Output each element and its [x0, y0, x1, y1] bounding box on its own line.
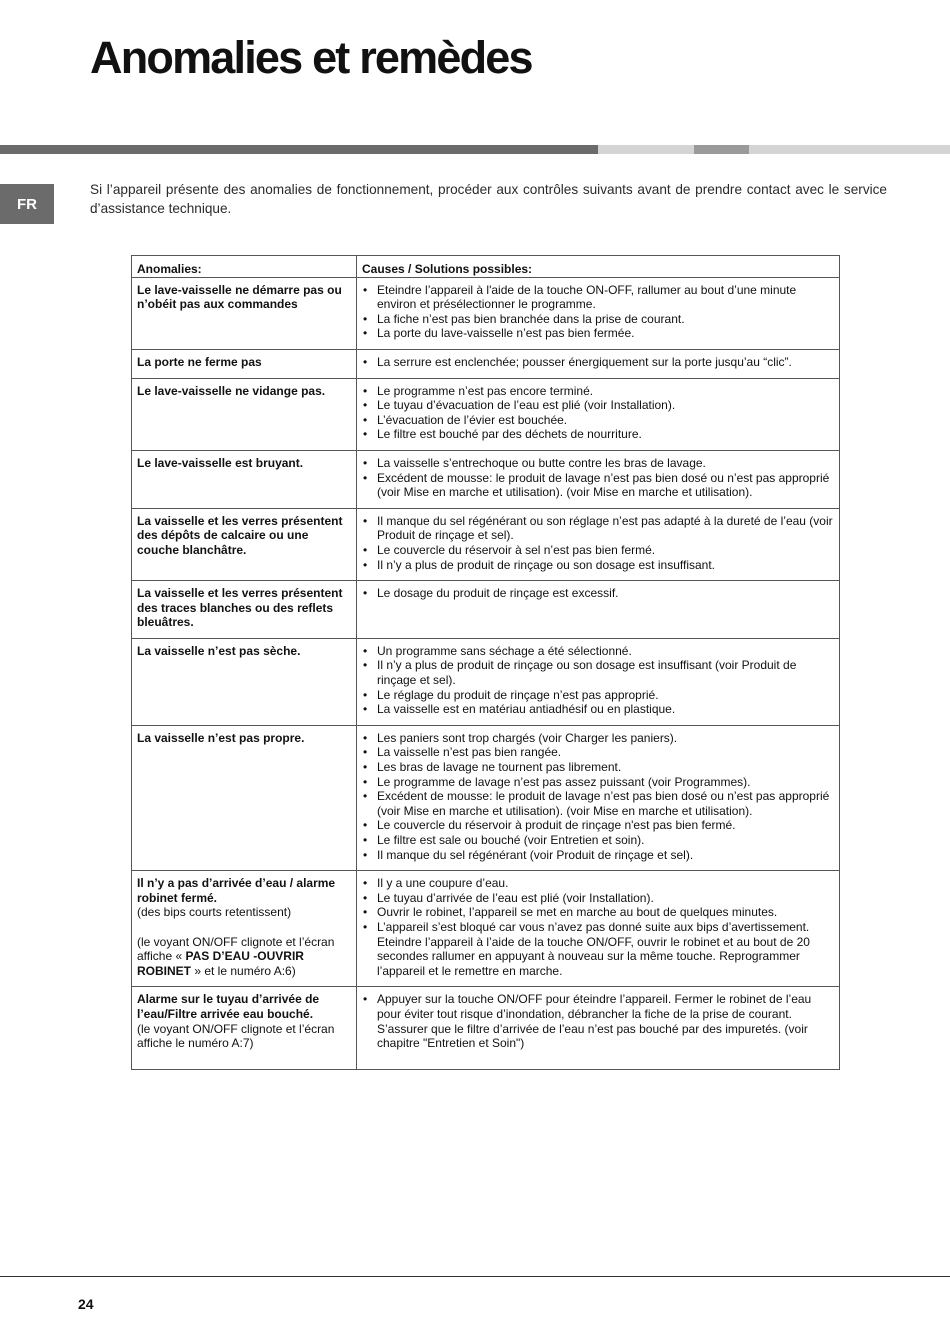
- causes-list: [362, 456, 834, 500]
- cause-item: • Le dosage du produit de rinçage est excessif.: [362, 586, 834, 601]
- anomaly-cell: [132, 725, 357, 870]
- anomaly-title: Le lave-vaisselle est bruyant.: [137, 455, 304, 470]
- cause-item: • Appuyer sur la touche ON/OFF pour éteindre l’appareil. Fermer le robinet de l’eau pour éviter tout risque d’inondation, débrancher la fiche de la prise de courant.: [362, 992, 834, 1021]
- cause-continuation: Eteindre l’appareil à l’aide de la touche ON/OFF, ouvrir le robinet et au bout de 20 secondes rallumer en appuyant à nouveau sur la même touche. Reprogrammer l’appareil et le remettre en marche.: [377, 934, 810, 978]
- header-stripe-light-end: [749, 145, 950, 154]
- cause-item: • Le filtre est sale ou bouché (voir Entretien et soin).: [362, 833, 834, 848]
- table-row: [132, 378, 840, 450]
- anomaly-cell: [132, 987, 357, 1069]
- causes-list: [362, 586, 834, 601]
- troubleshooting-table: [131, 255, 840, 1070]
- cause-item: • Le programme de lavage n’est pas assez puissant (voir Programmes).: [362, 775, 834, 790]
- table-row: [132, 450, 840, 508]
- anomaly-title: La vaisselle n’est pas propre.: [137, 730, 305, 745]
- cause-item: • Le réglage du produit de rinçage n’est pas approprié.: [362, 688, 834, 703]
- cause-item: • Il n’y a plus de produit de rinçage ou son dosage est insuffisant.: [362, 558, 834, 573]
- causes-list: [362, 384, 834, 442]
- table-row: [132, 581, 840, 639]
- causes-list: [362, 731, 834, 862]
- cause-item: • Les bras de lavage ne tournent pas librement.: [362, 760, 834, 775]
- spacer: [137, 920, 351, 935]
- table-row: [132, 725, 840, 870]
- cause-item: • Un programme sans séchage a été sélectionné.: [362, 644, 834, 659]
- causes-list: [362, 283, 834, 341]
- causes-list: [362, 876, 834, 934]
- cause-item: • L’appareil s’est bloqué car vous n’avez pas donné suite aux bips d’avertissement.: [362, 920, 834, 935]
- cause-item: • Le tuyau d’arrivée de l’eau est plié (voir Installation).: [362, 891, 834, 906]
- note-text: (le voyant ON/OFF clignote et l’écran affiche «: [137, 934, 335, 964]
- cause-item: • La porte du lave-vaisselle n’est pas bien fermée.: [362, 326, 834, 341]
- anomaly-title: La vaisselle n’est pas sèche.: [137, 643, 301, 658]
- cause-item: • Le couvercle du réservoir à produit de rinçage n'est pas bien fermé.: [362, 818, 834, 833]
- cause-item: • Excédent de mousse: le produit de lavage n’est pas bien dosé ou n’est pas approprié (voir Mise en marche et utilisation). (voir Mise en marche et utilisation).: [362, 471, 834, 500]
- anomaly-title: La porte ne ferme pas: [137, 354, 262, 369]
- cause-item: • La serrure est enclenchée; pousser énergiquement sur la porte jusqu’au “clic”.: [362, 355, 834, 370]
- page-number: 24: [78, 1296, 94, 1312]
- table-row: [132, 508, 840, 580]
- anomaly-title: La vaisselle et les verres présentent des dépôts de calcaire ou une couche blanchâtre.: [137, 513, 343, 557]
- anomaly-cell: [132, 871, 357, 987]
- causes-cell: [357, 725, 840, 870]
- cause-item: • La vaisselle n’est pas bien rangée.: [362, 745, 834, 760]
- anomaly-cell: [132, 638, 357, 725]
- causes-cell: [357, 349, 840, 378]
- anomaly-title: Il n’y a pas d’arrivée d’eau / alarme robinet fermé.: [137, 876, 336, 905]
- anomaly-cell: [132, 508, 357, 580]
- cause-item: • Eteindre l’appareil à l'aide de la touche ON-OFF, rallumer au bout d’une minute environ et présélectionner le programme.: [362, 283, 834, 312]
- anomaly-cell: [132, 349, 357, 378]
- cause-item: • Le tuyau d’évacuation de l’eau est plié (voir Installation).: [362, 398, 834, 413]
- anomaly-note: (des bips courts retentissent): [137, 905, 292, 920]
- table-row: [132, 987, 840, 1069]
- anomaly-title: La vaisselle et les verres présentent des traces blanches ou des reflets bleuâtres.: [137, 586, 343, 630]
- anomaly-title: Alarme sur le tuyau d’arrivée de l’eau/Filtre arrivée eau bouché.: [137, 992, 320, 1021]
- cause-item: • Les paniers sont trop chargés (voir Charger les paniers).: [362, 731, 834, 746]
- causes-cell: [357, 450, 840, 508]
- cause-item: • L’évacuation de l’évier est bouchée.: [362, 413, 834, 428]
- footer-divider: [0, 1276, 950, 1277]
- causes-list: [362, 514, 834, 572]
- causes-cell: [357, 378, 840, 450]
- anomaly-cell: [132, 581, 357, 639]
- header-anomalies: Anomalies:: [132, 256, 357, 278]
- cause-item: • Le programme n’est pas encore terminé.: [362, 384, 834, 399]
- language-tab: FR: [0, 184, 54, 224]
- header-stripe-light: [598, 145, 694, 154]
- table-row: [132, 277, 840, 349]
- causes-cell: [357, 581, 840, 639]
- anomaly-note-display: [137, 935, 351, 979]
- cause-item: • Il y a une coupure d’eau.: [362, 876, 834, 891]
- causes-list: [362, 992, 834, 1021]
- anomaly-title: Le lave-vaisselle ne démarre pas ou n’obéit pas aux commandes: [137, 282, 342, 312]
- cause-item: • Le couvercle du réservoir à sel n’est pas bien fermé.: [362, 543, 834, 558]
- cause-continuation: S’assurer que le filtre d’arrivée de l’eau n’est pas bouché par des impuretés. (voir chapitre "Entretien et Soin"): [377, 1021, 808, 1051]
- table-row: [132, 871, 840, 987]
- intro-text: Si l’appareil présente des anomalies de fonctionnement, procéder aux contrôles suivants avant de prendre contact avec le service d’assistance technique.: [90, 182, 887, 216]
- anomaly-cell: [132, 277, 357, 349]
- cause-item: • Le filtre est bouché par des déchets de nourriture.: [362, 427, 834, 442]
- cause-item: • La vaisselle est en matériau antiadhésif ou en plastique.: [362, 702, 834, 717]
- cause-item: • Il manque du sel régénérant (voir Produit de rinçage et sel).: [362, 848, 834, 863]
- causes-cell: [357, 277, 840, 349]
- cause-item: • Excédent de mousse: le produit de lavage n’est pas bien dosé ou n’est pas approprié (voir Mise en marche et utilisation). (voir Mise en marche et utilisation).: [362, 789, 834, 818]
- anomaly-cell: [132, 450, 357, 508]
- causes-list: [362, 644, 834, 717]
- causes-cell: [357, 871, 840, 987]
- note-text: » et le numéro A:6): [191, 963, 296, 978]
- table-row: [132, 349, 840, 378]
- cause-item: • Ouvrir le robinet, l’appareil se met en marche au bout de quelques minutes.: [362, 905, 834, 920]
- cause-item: • Il manque du sel régénérant ou son réglage n’est pas adapté à la dureté de l’eau (voir Produit de rinçage et sel).: [362, 514, 834, 543]
- anomaly-cell: [132, 378, 357, 450]
- causes-list: [362, 355, 834, 370]
- cause-item: • La fiche n’est pas bien branchée dans la prise de courant.: [362, 312, 834, 327]
- causes-cell: [357, 508, 840, 580]
- header-stripe-mid: [694, 145, 749, 154]
- header-causes: Causes / Solutions possibles:: [357, 256, 840, 278]
- table-row: [132, 638, 840, 725]
- header-stripe-dark: [0, 145, 598, 154]
- cause-item: • Il n’y a plus de produit de rinçage ou son dosage est insuffisant (voir Produit de rinçage et sel).: [362, 658, 834, 687]
- page-title: Anomalies et remèdes: [90, 32, 532, 83]
- causes-cell: [357, 987, 840, 1069]
- anomaly-title: Le lave-vaisselle ne vidange pas.: [137, 383, 326, 398]
- causes-cell: [357, 638, 840, 725]
- cause-item: • La vaisselle s’entrechoque ou butte contre les bras de lavage.: [362, 456, 834, 471]
- display-message: PAS D’EAU -OUVRIR ROBINET: [137, 949, 304, 978]
- table-header-row: [132, 256, 840, 278]
- anomaly-note: (le voyant ON/OFF clignote et l’écran affiche le numéro A:7): [137, 1021, 335, 1051]
